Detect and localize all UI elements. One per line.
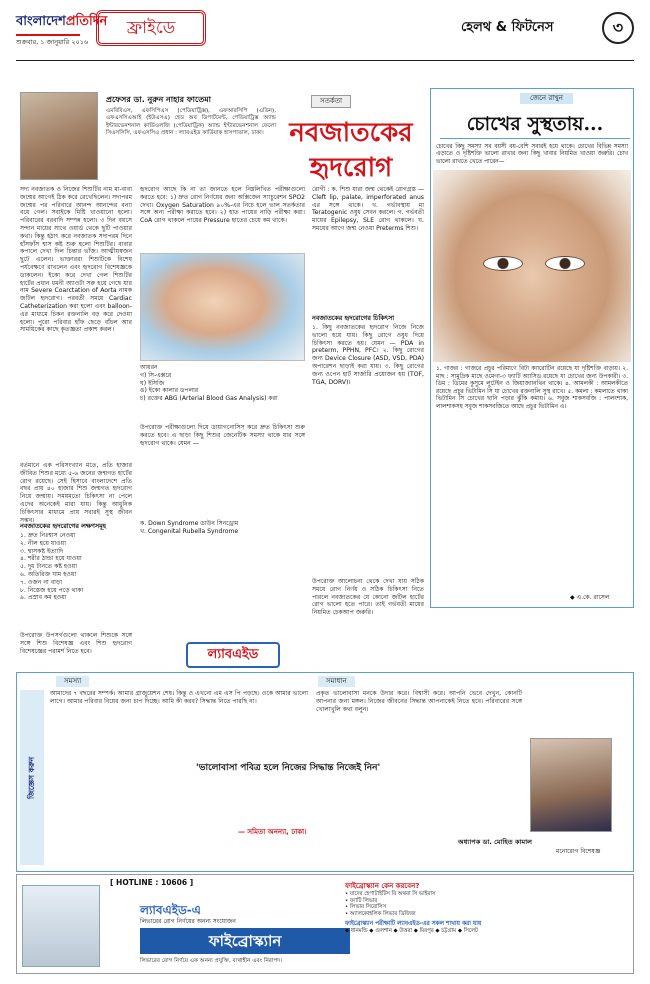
list-item: ঘ) ইসিজি [140,379,165,387]
list-item: ক. Down Syndrome ডাউন সিনড্রোম [140,520,239,527]
list-item: গ) সি-এক্সরে [140,371,172,379]
eye-intro: চোখের কিছু সমস্যা সব বয়সী বয়-বেশি সবারই হয়ে থাকে। চোখের বিভিন্ন সমস্যা এড়াতে ও দৃষ্টিশক্তি ভালো রাখার জন্য কিছু খাবার নিয়মিত খাওয়া জরুরি। চোখ ভালো রাখতে খেতে পারেন— [436,144,628,165]
friday-logo: ফ্রাইডে [96,10,206,46]
list-item: • ফ্যাটি লিভার [345,897,378,904]
list-item: ৪. শরীর ঠান্ডা হয়ে যাওয়া [20,555,82,563]
author-name: প্রফেসর ডা. নুরুন নাহার ফাতেমা [106,95,211,104]
author-credentials: এমবিবিএস, এফসিপিএস (পেডিয়াট্রিক্স), এফআরসিপি (এডিন), এফএসসিএআই (ইউএসএ) হেড অব ডিপার্টমেন্ট, পেডিয়াট্রিক্স অ্যান্ড ইন্টারভেনশনাল কার্ডিওলজি (পেডিয়াট্রিক) অ্যান্ড ইন্টারভেনশনাল ফেলো সিএসসিসি, এফএসসিএ প্রধান : ল্যাবএইড কার্ডিয়াক হাসপাতাল, ঢাকা। [106,108,276,136]
list-item: • যাদের হেপাটাইটিস বি অথবা সি ভাইরাস [345,890,436,897]
headline-line-2: হৃদরোগ [309,153,393,184]
article-headline [276,116,426,186]
eye-left-icon [483,256,523,271]
ad-labaid: ল্যাবএইড-এ [140,903,201,917]
qa-signoff: — সমিতা অনন্যা, ঢাকা। [238,828,307,836]
page-number: ৩ [602,12,634,44]
brand-underline [16,34,80,36]
list-item: ৩. শ্বাসকষ্ট ইত্যাদি [20,547,64,555]
fibroscan-machine-image [22,885,100,967]
expert-name: অধ্যাপক ডা. মোহিত কামাল [458,838,533,846]
qa-headline-quote: 'ভালোবাসা পবিত্র হলে নিজের সিদ্ধান্ত নিজেই নিন' [196,763,381,773]
brand-name-a: বাংলাদেশ [16,14,66,29]
newspaper-logo [16,14,107,31]
problem-tag: সমস্যা [56,676,89,687]
tests-list [140,364,305,403]
eye-tag: জেনে রাখুন [520,93,573,104]
expert-photo [530,738,612,832]
list-item: • অ্যালকোহলিক লিভার ডিজিজ [345,911,416,917]
labaid-logo: ল্যাবএইড [186,642,280,668]
treatment-text: ১. কিছু নবজাতকের হৃদরোগ নিজে নিজে ভালো হয়ে যায়। কিছু রোগে ওষুধ দিয়ে চিকিৎসা করতে হয়। যেমন — PDA in preterm, PPHN, PFC। ২. কিছু রোগের জন্য Device Closure (ASD, VSD, PDA) অপারেশন ছাড়াই করা যায়। ৩. কিছু রোগের জন্য ওপেন হার্ট সার্জারি প্রয়োজন হয় (TOF, TGA, DORV)। [312,324,424,386]
ad-hotline: [ HOTLINE : 10606 ] [110,878,194,887]
article-tag-wrap [296,95,366,108]
list-item: খ. Congenital Rubella Syndrome [140,527,239,535]
treatment-heading: নবজাতকের হৃদরোগের চিকিৎসা [312,314,395,322]
list-item: ৫. দুধ টানতে কষ্ট হওয়া [20,563,77,571]
ad-subtitle: লিভারের রোগ নির্ণয়ের অনন্য সংযোজন [140,918,236,925]
list-item: • লিভার সিরোসিস [345,904,387,911]
eye-right-icon [545,256,585,271]
list-item: ১. দ্রুত নিঃশ্বাস নেওয়া [20,532,76,539]
eye-byline: ◆ এ.কে. রাসেল [570,594,610,601]
eye-tips-text: ১. গাজর : গাজরে প্রচুর পরিমাণে বিটা ক্যারোটিন রয়েছে যা দৃষ্টিশক্তি বাড়ায়। ২. মাছ : সামুদ্রিক মাছে ওমেগা-৩ ফ্যাটি অ্যাসিড রয়েছে যা চোখের জন্য উপকারী। ৩. ডিম : ডিমের কুসুমে লুটেইন ও জিয়াজ্যানথিন থাকে। ৪. আমলকী : আমলকীতে রয়েছে প্রচুর ভিটামিন সি যা চোখের রক্তনালি সুস্থ রাখে। ৫. কমলা : কমলাতে থাকা ভিটামিন সি চোখের ছানি পড়ার ঝুঁকি কমায়। ৬. সবুজ শাকসবজি : পালংশাক, লালশাকসহ সবুজ শাকসবজিতে আছে প্রচুর ভিটামিন এ। [436,366,628,410]
baby-photo [140,253,305,361]
author-block [106,95,276,188]
ad-why-heading: ফাইব্রোস্ক্যান কেন করবেন? [345,882,420,890]
signs-heading: নবজাতকের হৃদরোগের লক্ষণসমূহ [20,522,107,530]
solution-text: প্রকৃত ভালোবাসা মনকে উদার করে। বিশ্বাসী করে। আপনি ভেবে দেখুন, কোনটি আপনার জন্য মঙ্গল। নিজের জীবনের সিদ্ধান্ত আপনাকেই নিতে হবে। পরিবারের সঙ্গে খোলাখুলি কথা বলুন। [316,690,522,713]
expert-title: মনোরোগ বিশেষজ্ঞ [556,848,601,855]
article-col2-para1: হৃদরোগ আছে কি না তা জানতে হলে নিম্নলিখিত পরীক্ষাগুলো করতে হবে: ১) দ্রুত রোগ নির্ণয়ের জন্য অক্সিজেন স্যাচুরেশন SPO2 দেখা। Oxygen Saturation ৯০%-এর নিচে হলে ভাল সতর্কতার সঙ্গে অন্য পরীক্ষা করাতে হবে। ২) হাত পায়ের নাড়ি পরীক্ষা করা। CoA রোগ থাকলে পায়ের Pressure হাতের চেয়ে কম থাকে। [140,186,305,225]
closing-text: উপরোক্ত আলোচনা থেকে দেখা যায় সঠিক সময়ে রোগ নির্ণয় ও সঠিক চিকিৎসা নিতে পারলে নবজাতকের যে কোনো জটিল হার্টের রোগ ভালো হতে পারে। তাই গর্ভবতী মায়ের নিয়মিত চেকআপ জরুরি। [312,578,424,617]
masthead-rule [16,60,634,61]
ad-branches-list: ◆ ধানমন্ডি ◆ গুলশান ◆ উত্তরা ◆ মিরপুর ◆ চট্টগ্রাম ◆ সিলেট [345,927,478,934]
ad-branches-heading: ফাইব্রোস্ক্যান পরীক্ষাটি ল্যাবএইড-এর সকল শাখায় করা যায় [345,920,482,927]
problem-text: আমাদের ৭ বছরের সম্পর্ক। আমার গ্রাজুয়েশন শেষ। কিন্তু ও এখনো এম এস পি পড়ছে। ওকে আমার ভালো লাগে। আমার পরিবার বিয়ের জন্য চাপ দিচ্ছে। আমি কী করব? সিদ্ধান্ত নিতে পারছি না। [50,690,308,705]
author-photo [20,92,98,180]
list-item: ৭. ওজন না বাড়া [20,578,62,586]
article-col1-para1: সদ্য নবজাতক ও নিজের শিশুটির নাম মা-বাবা জন্মের আগেই ঠিক করে রেখেছিলেন। সদাপরম জন্মের পর পরিবারে আনন্দ আনন্দের বন্যা বয়ে গেল। সবাইকে মিষ্টি খাওয়ানো হলো। পরিবারের বরবাদি সম্পন্ন হলো। ৩ দিন বয়সে সন্দান মায়ের সাথে ওয়ার্ড থেকে ছুটি পাওয়ার কথা। কিন্তু হঠাৎ করে নবজাতক সদাপরম দিনে হাঁসফাঁস শ্বাস কষ্ট শুরু হলো শিশুটির। বাবার কপালে দেখা দিল চিন্তার ভাঁজ। আত্মীয়স্বজন ছুটে এলেন। ভাক্তাররা শিশুটিকে বিশেষ পর্যবেক্ষণে রাখলেন এবং হৃদরোগ বিশেষজ্ঞকে ডাকলেন। ইকো করে দেখা গেল শিশুটির হার্টের প্রধান ধমনী অ্যাওর্টা সরু হয়ে গেছে যার নাম Severe Coarctation of Aorta নামক জটিল হৃদরোগ। পরবর্তী সময়ে Cardiac Catheterization করা হলো এবং balloon-এর মাধ্যমে চিকন রক্তনালি বড় করে দেওয়া হলো। পুরো পরিবার হাঁফ ছেড়ে বাঁচল আর সাময়িকের কাছে কৃতজ্ঞতা প্রকাশ করল। [20,186,132,334]
list-item: ২. নীল হয়ে যাওয়া [20,539,66,547]
solution-tag: সমাধান [318,676,355,687]
ad-product-banner: ফাইব্রোস্ক্যান [140,928,350,954]
list-item: আয়রন [140,364,158,371]
headline-line-1: নবজাতকের [289,118,413,148]
list-item: চ) রক্তের ABG (Arterial Blood Gas Analysis) করা [140,395,278,403]
article-col1-para3: উপরোক্ত উপসর্গগুলো থাকলে শিশুকে সঙ্গে সঙ্গে শিশু বিশেষজ্ঞ এবং শিশু হৃদরোগ বিশেষজ্ঞের পরামর্শ নিতে হবে। [20,632,132,655]
list-item: ৬. অতিরিক্ত ঘাম হওয়া [20,570,77,578]
article-col2-para2: উপরোক্ত পরীক্ষাগুলো দিয়ে ডায়াগনোসিস করে দ্রুত চিকিৎসা শুরু করতে হবে। এ ছাড়া কিছু শিশুর জেনেটিক সমস্যা থাকে যার সঙ্গে হৃদরোগ থাকে। যেমন — [140,424,305,447]
causes-text: রোগী : ক. শিশু যারা জন্ম থেকেই রোগগ্রস্ত — Cleft lip, palate, imperforated anus এর সঙ্গে থাকে। খ. গর্ভাবস্থায় মা Teratogenic ওষুধ সেবন করলে। গ. গর্ভবতী মায়ের Epilepsy, SLE রোগ থাকলে। ঘ. সময়ের আগে জন্ম নেওয়া Preterms শিশু। [312,186,424,232]
syndrome-list [140,520,305,536]
article-col1-para2: বর্তমানে এক পরিসংখ্যান মতে, প্রতি হাজার জীবিত শিশুর মধ্যে ৫-৬ জনের জন্মগত হার্টের রোগ রয়েছে। সেই হিসাবে বাংলাদেশে প্রতি বছর প্রায় ৪০ হাজার শিশু জন্মগত হৃদরোগ নিয়ে জন্মায়। সময়মতো চিকিৎসা না পেলে এদের অনেকেই মারা যায়। কিন্তু আধুনিক চিকিৎসার মাধ্যমে প্রায় সবারই সুস্থ জীবন সম্ভব। [20,462,132,524]
article-tag: সতর্কতা [311,95,351,108]
qa-vertical-tab: জিজ্ঞেস করুন [20,690,44,865]
eye-headline: চোখের সুস্থতায়... [466,113,604,135]
issue-date: শুক্রবার, ১ জানুয়ারি ২০১৬ [16,38,89,46]
list-item: ৯. প্রস্রাব কম হওয়া [20,594,67,602]
list-item: ঙ) ইকো কালার ডপলার [140,387,199,395]
list-item: ৮. নিস্তেজ হয়ে পড়ে থাকা [20,586,84,594]
brand-name-b: প্রতিদিন [65,14,108,29]
ad-description: লিভারের রোগ নির্ণয়ে এক অনন্য প্রযুক্তি, ব্যথাহীন এবং নিরাপদ। [140,958,283,964]
eyes-photo [433,170,631,362]
section-title: হেলথ & ফিটনেস [461,20,554,35]
eye-headline-rule [440,138,630,139]
signs-list [20,532,132,602]
masthead [16,10,634,58]
ad-right-panel [345,882,627,970]
